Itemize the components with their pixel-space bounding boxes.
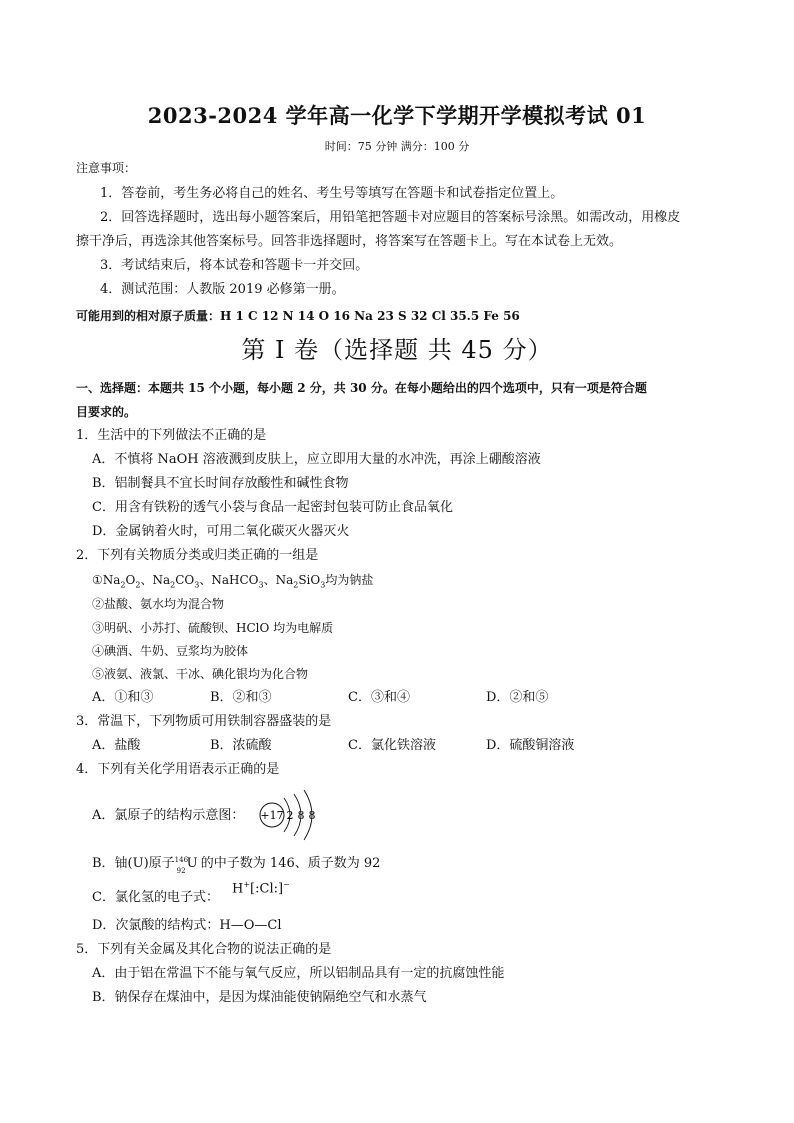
q1-option-c: C．用含有铁粉的透气小袋与食品一起密封包装可防止食品氧化 (92, 500, 453, 515)
q2-s1-sub: 2 (293, 580, 299, 590)
atomic-number: 92 (176, 867, 186, 875)
q2-option-d: D．②和⑤ (486, 690, 549, 705)
q2-s1-sub: 3 (194, 580, 200, 590)
q2-s1-sep: 、NaHCO (199, 573, 259, 587)
q2-stem: 2．下列有关物质分类或归类正确的一组是 (76, 548, 319, 563)
element-symbol: U (186, 856, 198, 871)
q1-option-d: D．金属钠着火时，可用二氧化碳灭火器灭火 (92, 524, 350, 539)
q2-statement-4: ④碘酒、牛奶、豆浆均为胶体 (92, 644, 249, 658)
q2-s1-sub: 2 (135, 580, 141, 590)
q2-s1-o: O (125, 573, 136, 587)
q4-stem: 4．下列有关化学用语表示正确的是 (76, 762, 280, 777)
q4-b-prefix: B．铀(U)原子 (92, 856, 175, 871)
negative-charge: − (283, 880, 290, 889)
q2-option-c: C．③和④ (348, 690, 410, 705)
notice-item-2: 2．回答选择题时，选出每小题答案后，用铅笔把答题卡对应题目的答案标号涂黑。如需改动，用橡皮 (100, 210, 681, 225)
q2-s1-sub: 2 (120, 580, 126, 590)
q2-s1-sio: SiO (298, 573, 321, 587)
q3-option-b: B．浓硫酸 (210, 738, 272, 753)
exam-time-score: 时间：75 分钟 满分：100 分 (324, 140, 470, 153)
q1-stem: 1．生活中的下列做法不正确的是 (76, 428, 267, 443)
q4-b-suffix: 的中子数为 146、质子数为 92 (196, 856, 381, 871)
q3-option-c: C．氯化铁溶液 (348, 738, 436, 753)
positive-charge: + (243, 880, 251, 889)
q5-option-a: A．由于铝在常温下不能与氧气反应，所以铝制品具有一定的抗腐蚀性能 (92, 966, 505, 981)
shell-electrons: 8 (308, 809, 316, 822)
q2-statement-2: ②盐酸、氨水均为混合物 (92, 597, 225, 611)
q4-option-b (92, 856, 381, 875)
uranium-isotope-notation (174, 856, 198, 875)
q3-stem: 3．常温下，下列物质可用铁制容器盛装的是 (76, 714, 332, 729)
shell-electrons: 8 (297, 809, 305, 822)
notice-heading: 注意事项： (76, 161, 137, 175)
hydrogen-symbol: H (232, 881, 244, 897)
notice-item-3: 3．考试结束后，将本试卷和答题卡一并交回。 (100, 258, 369, 273)
q2-s1-prefix: ① (92, 573, 103, 587)
q2-s1-sep: 、Na (140, 573, 171, 587)
q2-option-a: A．①和③ (92, 690, 154, 705)
q2-s1-sub: 2 (170, 580, 176, 590)
q2-statement-3: ③明矾、小苏打、硫酸钡、HClO 均为电解质 (92, 621, 334, 635)
section-title: 第 I 卷（选择题 共 45 分） (241, 336, 553, 364)
hcl-electron-formula (232, 880, 290, 896)
nucleus-charge: +17 (260, 809, 284, 822)
q4-option-c: C．氯化氢的电子式： (92, 890, 219, 905)
q4-option-a: A．氯原子的结构示意图： (92, 808, 245, 823)
section-instructions-1: 一、选择题：本题共 15 个小题，每小题 2 分，共 30 分。在每小题给出的四个选项中，只有一项是符合题 (76, 381, 647, 395)
q2-s1-sub: 3 (258, 580, 264, 590)
shell-electrons: 2 (286, 809, 294, 822)
q2-s1-end: 均为钠盐 (325, 573, 374, 587)
q5-stem: 5．下列有关金属及其化合物的说法正确的是 (76, 942, 332, 957)
atomic-masses: 可能用到的相对原子质量：H 1 C 12 N 14 O 16 Na 23 S 32 Cl 35.5 Fe 56 (76, 309, 520, 323)
q2-s1-na: Na (102, 573, 121, 587)
q2-s1-co: CO (175, 573, 195, 587)
q2-statement-5: ⑤液氨、液氯、干冰、碘化银均为化合物 (92, 667, 309, 681)
notice-item-1: 1．答卷前，考生务必将自己的姓名、考生号等填写在答题卡和试卷指定位置上。 (100, 186, 564, 201)
q2-statement-1 (92, 572, 373, 593)
q1-option-a: A．不慎将 NaOH 溶液溅到皮肤上，应立即用大量的水冲洗，再涂上硼酸溶液 (92, 452, 541, 467)
exam-title: 2023-2024 学年高一化学下学期开学模拟考试 01 (147, 103, 647, 128)
q4-option-d: D．次氯酸的结构式：H—O—Cl (92, 918, 282, 933)
chloride-ion: [:Cl:] (250, 881, 284, 897)
notice-item-2-cont: 擦干净后，再选涂其他答案标号。回答非选择题时，将答案写在答题卡上。写在本试卷上无效。 (76, 234, 623, 249)
chlorine-atom-diagram (254, 788, 334, 842)
q5-option-b: B．钠保存在煤油中，是因为煤油能使钠隔绝空气和水蒸气 (92, 990, 427, 1005)
q2-s1-sub: 3 (320, 580, 326, 590)
section-instructions-2: 目要求的。 (76, 405, 137, 419)
notice-item-4: 4．测试范围：人教版 2019 必修第一册。 (100, 282, 345, 297)
q2-s1-sep: 、Na (263, 573, 294, 587)
q3-option-d: D．硫酸铜溶液 (486, 738, 575, 753)
q1-option-b: B．铝制餐具不宜长时间存放酸性和碱性食物 (92, 476, 349, 491)
mass-number: 146 (174, 856, 189, 864)
q2-option-b: B．②和③ (210, 690, 272, 705)
q3-option-a: A．盐酸 (92, 738, 141, 753)
